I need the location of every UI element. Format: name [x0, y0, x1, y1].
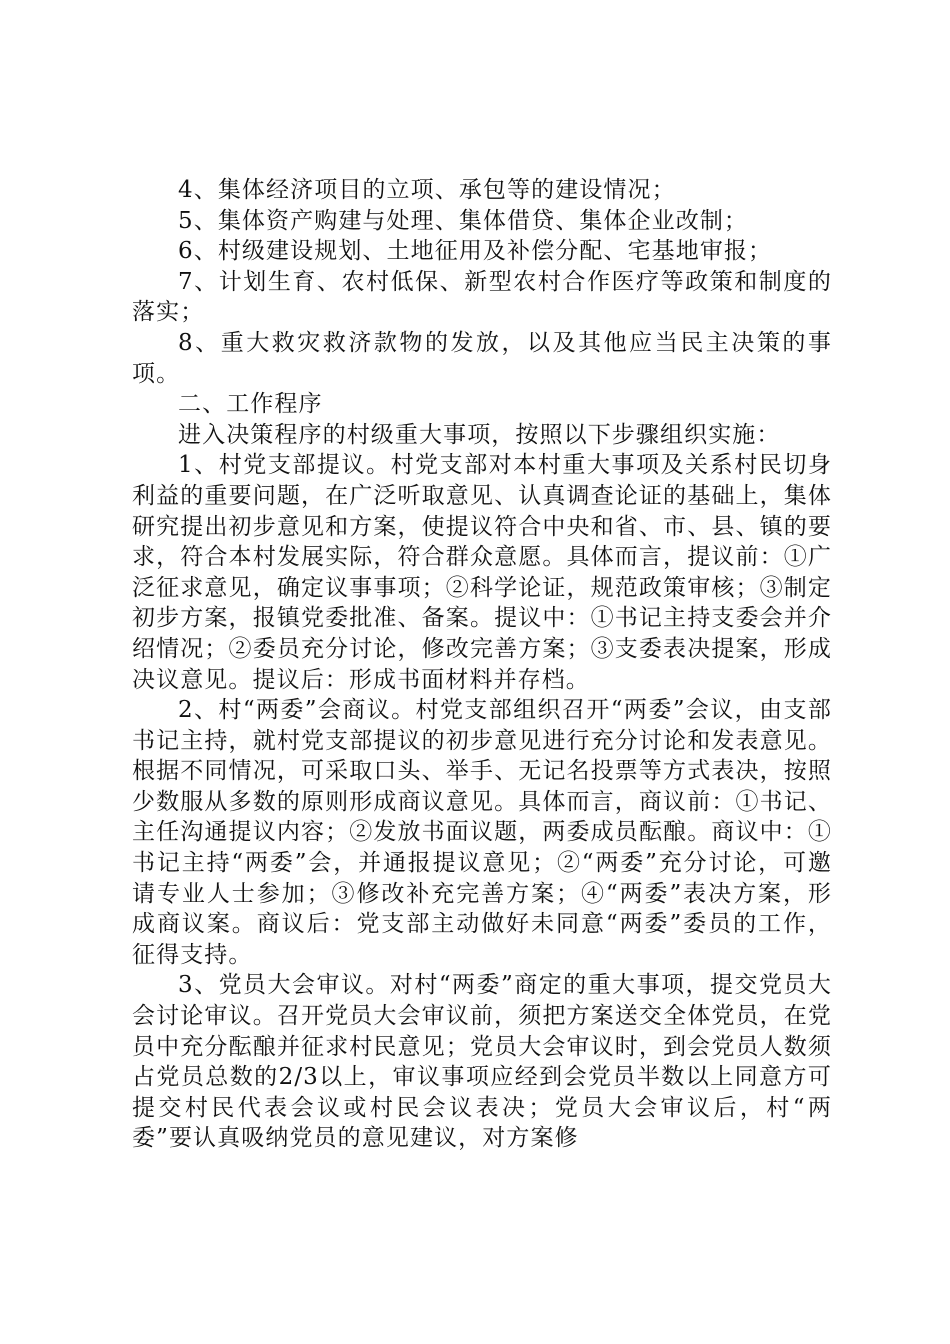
paragraph-item-6: 6、村级建设规划、土地征用及补偿分配、宅基地审报；	[178, 238, 773, 265]
paragraph-step-1: 1、村党支部提议。村党支部对本村重大事项及关系村民切身利益的重要问题，在广泛听取意见、认真调查论证的基础上，集体研究提出初步意见和方案，使提议符合中央和省、市、县、镇的要求，符合本村发展实际，符合群众意愿。具体而言，提议前：①广泛征求意见，确定议事事项；②科学论证，规范政策审核；③制定初步方案，报镇党委批准、备案。提议中：①书记主持支委会并介绍情况；②委员充分讨论，修改完善方案；③支委表决提案，形成决议意见。提议后：形成书面材料并存档。	[132, 452, 832, 693]
paragraph-item-7: 7、计划生育、农村低保、新型农村合作医疗等政策和制度的落实；	[132, 268, 832, 326]
paragraph-item-5: 5、集体资产购建与处理、集体借贷、集体企业改制；	[178, 207, 749, 234]
paragraph-step-3: 3、党员大会审议。对村“两委”商定的重大事项，提交党员大会讨论审议。召开党员大会审议前，须把方案送交全体党员，在党员中充分酝酿并征求村民意见；党员大会审议时，到会党员人数须占党员总数的2/3以上，审议事项应经到会党员半数以上同意方可提交村民代表会议或村民会议表决；党员大会审议后，村“两委”要认真吸纳党员的意见建议，对方案修	[132, 972, 832, 1152]
paragraph-item-4: 4、集体经济项目的立项、承包等的建设情况；	[178, 177, 676, 203]
paragraph-item-8: 8、重大救灾救济款物的发放，以及其他应当民主决策的事项。	[132, 329, 832, 387]
section-heading-work-procedure: 二、工作程序	[178, 391, 323, 418]
document-body	[132, 175, 832, 1154]
paragraph-step-2: 2、村“两委”会商议。村党支部组织召开“两委”会议，由支部书记主持，就村党支部提议的初步意见进行充分讨论和发表意见。根据不同情况，可采取口头、举手、无记名投票等方式表决，按照少数服从多数的原则形成商议意见。具体而言，商议前：①书记、主任沟通提议内容；②发放书面议题，两委成员酝酿。商议中：①书记主持“两委”会，并通报提议意见；②“两委”充分讨论，可邀请专业人士参加；③修改补充完善方案；④“两委”表决方案，形成商议案。商议后：党支部主动做好未同意“两委”委员的工作，征得支持。	[132, 697, 832, 968]
paragraph-intro: 进入决策程序的村级重大事项，按照以下步骤组织实施：	[178, 421, 781, 448]
